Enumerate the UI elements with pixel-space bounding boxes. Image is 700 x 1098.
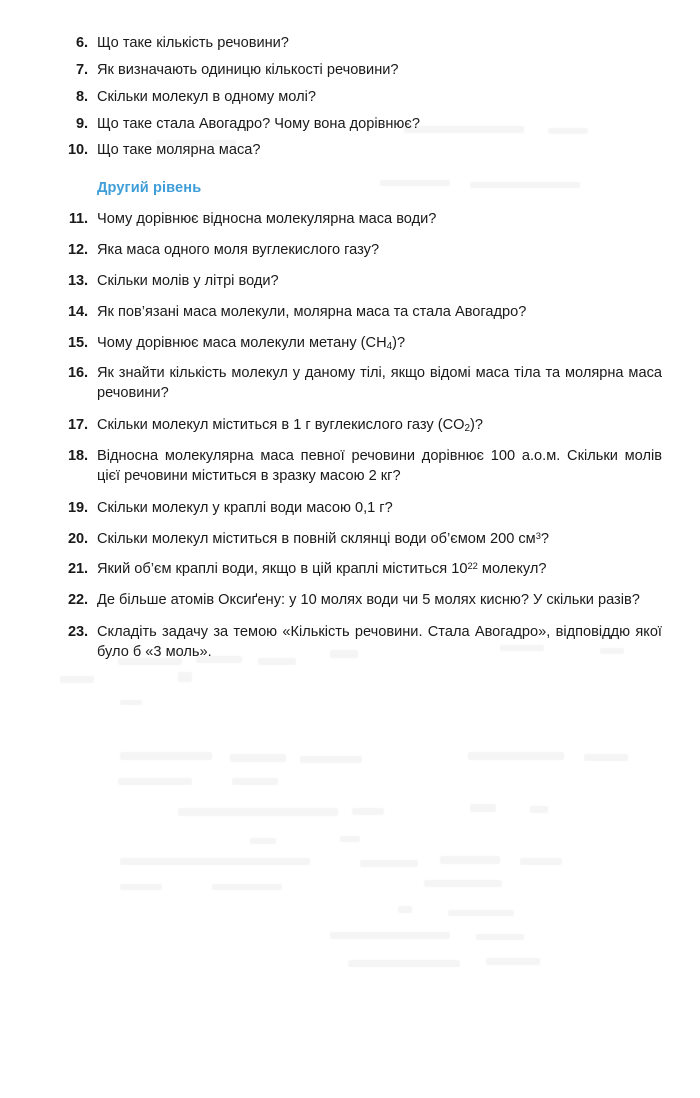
question-number: 18. <box>68 447 88 464</box>
chemical-subscript: 4 <box>386 340 393 352</box>
question-number: 12. <box>68 242 88 259</box>
question-number: 23. <box>68 624 88 641</box>
question-item-12 <box>58 241 662 261</box>
question-text-before: Скільки молекул міститься в 1 г вуглекислого газу (CO <box>97 417 465 434</box>
question-text <box>97 560 662 580</box>
question-item-20 <box>58 530 662 550</box>
question-text-after: ? <box>540 530 550 547</box>
question-item-15 <box>58 334 662 354</box>
question-item-17 <box>58 416 662 436</box>
question-item-13 <box>58 272 662 292</box>
question-number: 7. <box>76 61 88 78</box>
question-text: Що таке кількість речовини? <box>97 35 289 51</box>
question-number: 6. <box>76 35 88 51</box>
question-text: Яка маса одного моля вуглекислого газу? <box>97 242 380 259</box>
question-item-16 <box>58 364 662 404</box>
question-item-21 <box>58 560 662 580</box>
question-item-22 <box>58 591 662 611</box>
question-text: Скільки молекул у краплі води масою 0,1 г? <box>97 499 393 516</box>
question-number: 16. <box>68 365 88 382</box>
power-superscript: 22 <box>467 561 478 572</box>
question-text: Як визначають одиницю кількості речовини? <box>97 61 399 78</box>
question-group-first-level <box>58 34 662 161</box>
question-number: 11. <box>68 211 88 228</box>
question-number: 21. <box>68 561 88 578</box>
question-number: 15. <box>68 334 88 351</box>
question-number: 17. <box>68 417 88 434</box>
unit-superscript: 3 <box>535 530 541 541</box>
question-text-after: )? <box>470 417 483 434</box>
question-number: 20. <box>68 530 88 547</box>
question-item-7 <box>58 61 662 81</box>
question-text: Відносна молекулярна маса певної речовини дорівнює 100 а.о.м. Скільки молів цієї речовини міститься в зразку масою 2 кг? <box>97 447 662 484</box>
question-text-before: Скільки молекул міститься в повній склянці води об’ємом 200 см <box>97 530 536 547</box>
question-item-11 <box>58 210 662 230</box>
question-text: Скільки молів у літрі води? <box>97 272 279 289</box>
question-text-before: Чому дорівнює маса молекули метану (CH <box>97 334 387 351</box>
question-item-8 <box>58 88 662 108</box>
question-item-10 <box>58 141 662 161</box>
question-text <box>97 530 662 550</box>
question-text-after: молекул? <box>477 561 547 578</box>
question-text: Що таке стала Авогадро? Чому вона дорівнює? <box>97 115 420 132</box>
question-item-18 <box>58 447 662 487</box>
question-number: 10. <box>68 142 88 159</box>
question-text: Як пов’язані маса молекули, молярна маса та стала Авогадро? <box>97 303 527 320</box>
question-text: Як знайти кількість молекул у даному тілі, якщо відомі маса тіла та молярна маса речовини? <box>97 365 662 402</box>
section-heading-second-level: Другий рівень <box>97 180 202 197</box>
question-number: 9. <box>76 115 88 132</box>
question-number: 8. <box>76 88 88 105</box>
question-item-9 <box>58 115 662 135</box>
question-number: 14. <box>68 303 88 320</box>
question-text: Де більше атомів Оксиґену: у 10 молях води чи 5 молях кисню? У скільки разів? <box>97 592 640 609</box>
question-item-14 <box>58 303 662 323</box>
question-item-6 <box>58 34 662 54</box>
question-text-after: )? <box>392 334 406 351</box>
questions-content <box>58 34 662 675</box>
chemical-subscript: 2 <box>464 423 471 435</box>
question-text <box>97 416 662 436</box>
question-item-19 <box>58 499 662 519</box>
question-text: Скільки молекул в одному молі? <box>97 88 316 105</box>
question-number: 19. <box>68 499 88 516</box>
question-text-before: Який об’єм краплі води, якщо в цій краплі міститься 10 <box>97 561 468 578</box>
question-item-23 <box>58 623 662 663</box>
question-text <box>97 334 662 354</box>
question-number: 13. <box>68 272 88 289</box>
question-number: 22. <box>68 592 88 609</box>
question-text: Що таке молярна маса? <box>97 142 261 159</box>
question-text: Складіть задачу за темою «Кількість речовини. Стала Авогадро», відповіддю якої було б «3 моль». <box>97 624 662 660</box>
question-group-second-level <box>58 210 662 663</box>
question-text: Чому дорівнює відносна молекулярна маса води? <box>97 211 437 228</box>
